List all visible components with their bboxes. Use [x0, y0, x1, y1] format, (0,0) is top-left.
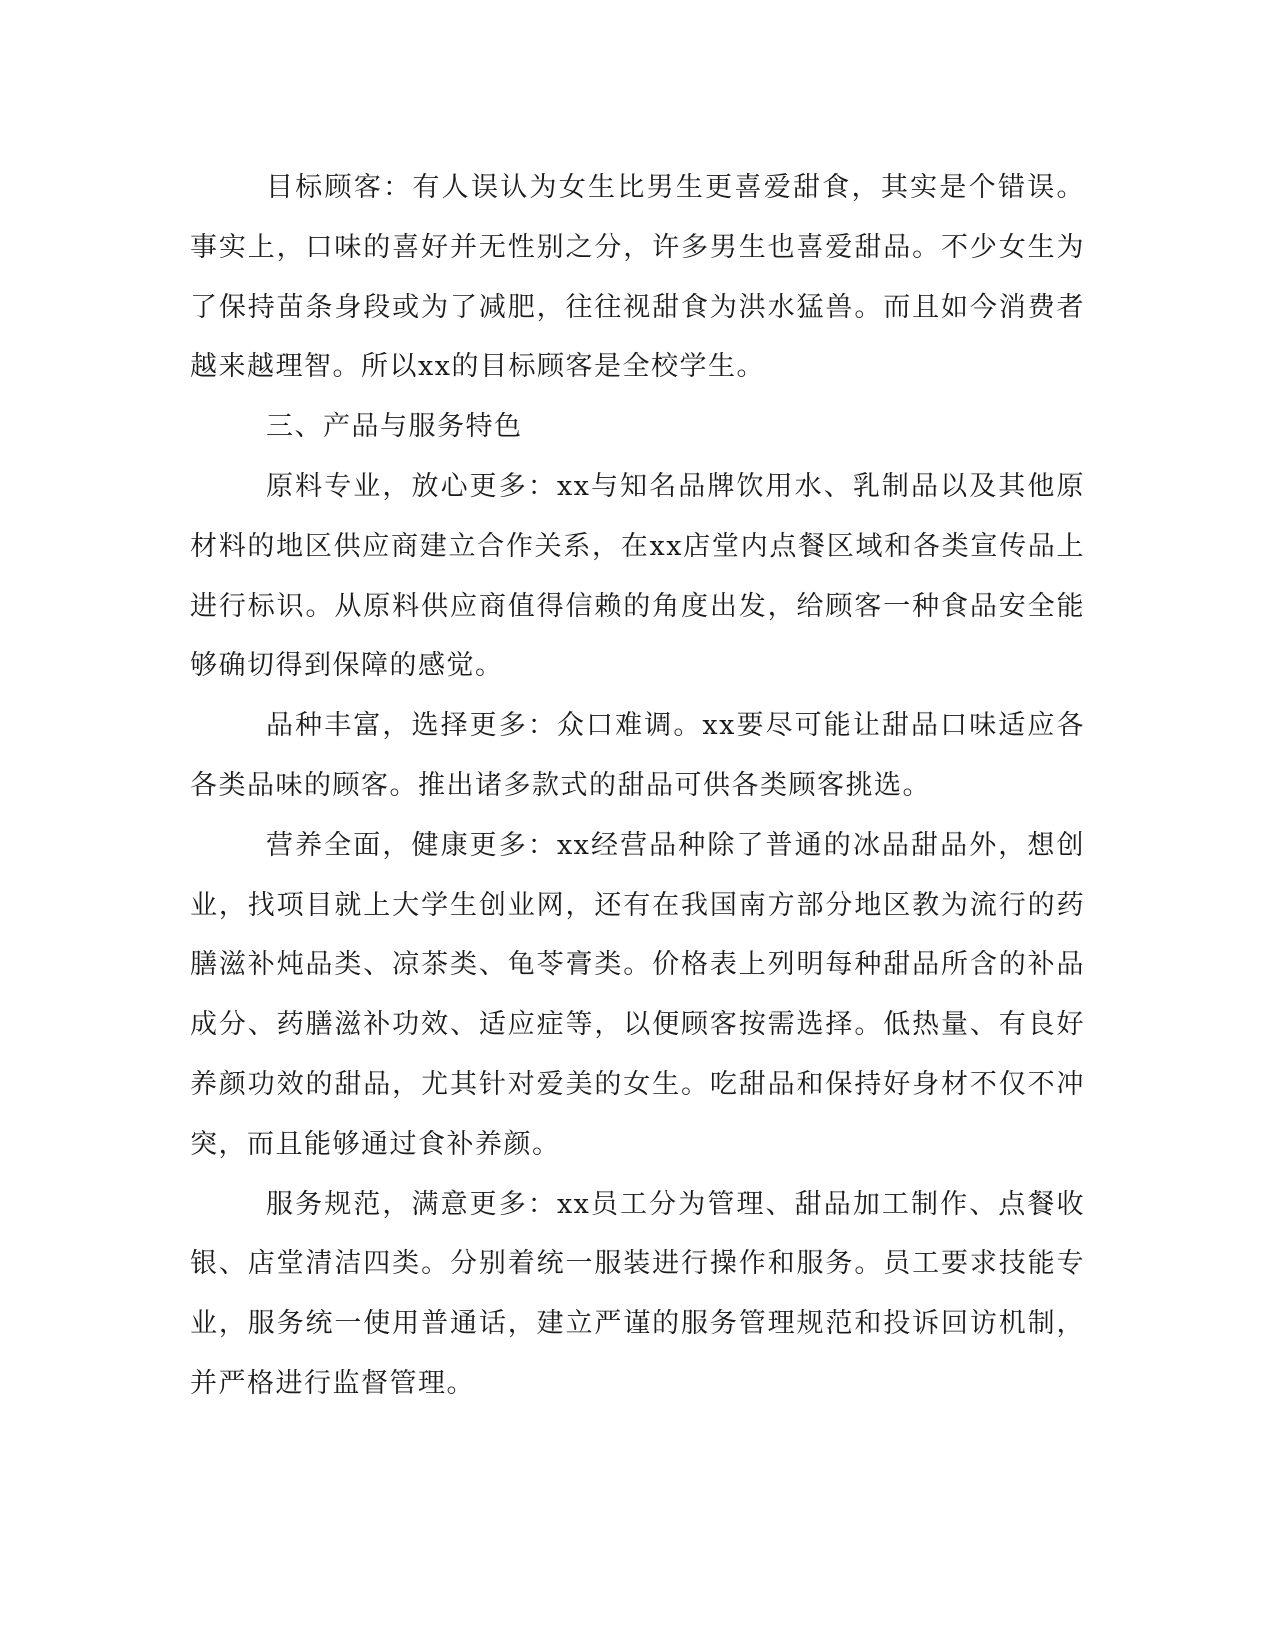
document-body — [190, 158, 1085, 1414]
paragraph-variety: 品种丰富，选择更多：众口难调。xx要尽可能让甜品口味适应各各类品味的顾客。推出诸多款式的甜品可供各类顾客挑选。 — [190, 710, 1085, 801]
paragraph-ingredients: 原料专业，放心更多：xx与知名品牌饮用水、乳制品以及其他原材料的地区供应商建立合作关系，在xx店堂内点餐区域和各类宣传品上进行标识。从原料供应商值得信赖的角度出发，给顾客一种食品安全能够确切得到保障的感觉。 — [190, 470, 1085, 682]
paragraph-service: 服务规范，满意更多：xx员工分为管理、甜品加工制作、点餐收银、店堂清洁四类。分别着统一服装进行操作和服务。员工要求技能专业，服务统一使用普通话，建立严谨的服务管理规范和投诉回访机制，并严格进行监督管理。 — [190, 1188, 1085, 1399]
section-heading: 三、产品与服务特色 — [266, 411, 523, 443]
paragraph-target-customers: 目标顾客：有人误认为女生比男生更喜爱甜食，其实是个错误。事实上，口味的喜好并无性别之分，许多男生也喜爱甜品。不少女生为了保持苗条身段或为了减肥，往往视甜食为洪水猛兽。而且如今消费者越来越理智。所以xx的目标顾客是全校学生。 — [190, 172, 1085, 383]
paragraph-nutrition: 营养全面，健康更多：xx经营品种除了普通的冰品甜品外，想创业，找项目就上大学生创业网，还有在我国南方部分地区教为流行的药膳滋补炖品类、凉茶类、龟苓膏类。价格表上列明每种甜品所含的补品成分、药膳滋补功效、适应症等，以便顾客按需选择。低热量、有良好养颜功效的甜品，尤其针对爱美的女生。吃甜品和保持好身材不仅不冲突，而且能够通过食补养颜。 — [190, 829, 1085, 1160]
